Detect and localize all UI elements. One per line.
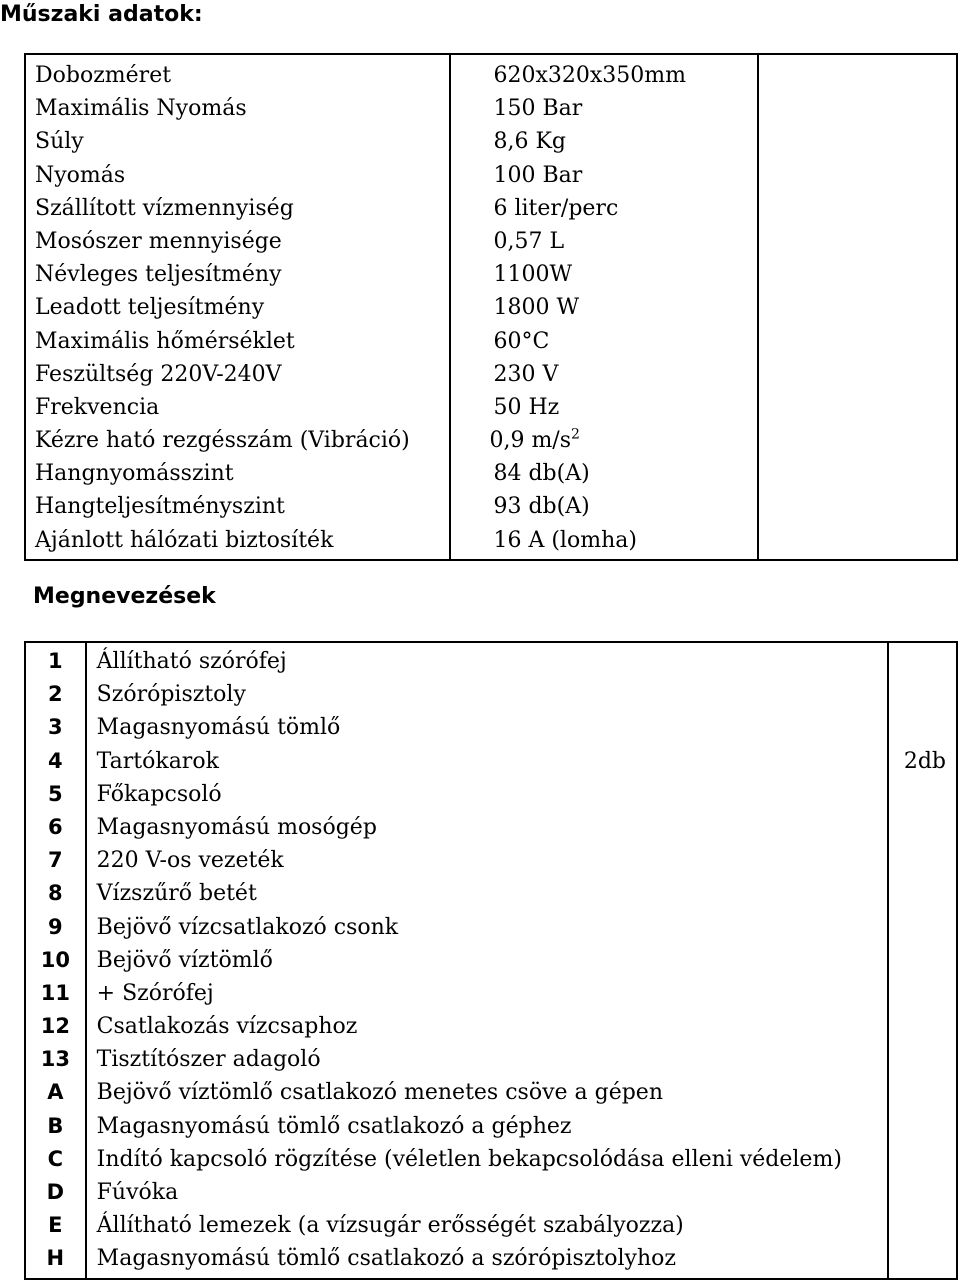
spec-label: Mosószer mennyisége: [35, 228, 282, 254]
part-quantity: [889, 844, 956, 877]
spec-value: [451, 358, 756, 391]
parts-heading: Megnevezések: [33, 584, 216, 609]
part-quantity: [889, 1176, 956, 1209]
spec-label: Ajánlott hálózati biztosíték: [35, 527, 334, 553]
part-quantity: [889, 977, 956, 1010]
parts-table: [24, 641, 958, 1280]
part-quantity: [889, 911, 956, 944]
part-quantity: [889, 711, 956, 744]
part-quantity: [889, 1242, 956, 1275]
parts-names-cell: [86, 642, 888, 1279]
spec-labels-list: [26, 55, 449, 559]
spec-value-text: 93 db(A): [493, 494, 590, 520]
spec-value-text: 16 A (lomha): [493, 527, 637, 553]
spec-value-text: 100 Bar: [493, 162, 583, 188]
spec-value: [451, 524, 756, 557]
spec-value: [451, 192, 756, 225]
spec-label: Kézre ható rezgésszám (Vibráció): [35, 428, 410, 454]
spec-value-text: 50 Hz: [493, 394, 560, 420]
spec-label: Névleges teljesítmény: [35, 262, 282, 288]
specifications-row: [25, 54, 957, 560]
part-name: Magasnyomású tömlő csatlakozó a szórópisztolyhoz: [96, 1246, 676, 1272]
part-number: 4: [48, 748, 63, 773]
parts-quantity-list: [889, 643, 956, 1278]
part-number: 5: [48, 781, 63, 806]
spec-value-text: 6 liter/perc: [493, 195, 619, 221]
part-number: D: [46, 1180, 65, 1204]
part-name: Fúvóka: [96, 1180, 179, 1205]
part-quantity: [889, 778, 956, 811]
part-number: 8: [48, 881, 63, 906]
parts-names-list: [87, 643, 887, 1278]
part-name: Tisztítószer adagoló: [96, 1047, 321, 1073]
spec-value: [451, 92, 756, 125]
spec-value: [451, 424, 756, 457]
part-name: Tartókarok: [96, 748, 219, 774]
part-name: 220 V-os vezeték: [96, 848, 284, 874]
spec-value-text: 0,57 L: [493, 228, 565, 254]
spec-value: [451, 291, 756, 324]
spec-value-text: 150 Bar: [493, 96, 583, 122]
part-number: 7: [48, 848, 63, 873]
spec-label: Leadott teljesítmény: [35, 295, 265, 321]
part-name: Magasnyomású tömlő csatlakozó a géphez: [96, 1113, 572, 1139]
spec-value: [451, 159, 756, 192]
spec-empty-cell: [758, 54, 957, 560]
spec-label: Súly: [35, 129, 84, 155]
spec-value-superscript: 2: [571, 426, 580, 443]
part-quantity: [889, 811, 956, 844]
part-name: Bejövő víztömlő: [96, 947, 273, 973]
spec-values-cell: [450, 54, 757, 560]
part-quantity: 2db: [903, 748, 946, 774]
part-name: Indító kapcsoló rögzítése (véletlen bekapcsolódása elleni védelem): [96, 1146, 842, 1172]
spec-label: Szállított vízmennyiség: [35, 195, 294, 221]
page-title: Műszaki adatok:: [0, 2, 203, 27]
part-number: 11: [40, 980, 70, 1005]
spec-value-text: 1100W: [493, 262, 573, 288]
parts-numbers-cell: [25, 642, 86, 1279]
spec-value-text: 230 V: [493, 361, 559, 387]
spec-value: [451, 391, 756, 424]
spec-value-text: 8,6 Kg: [493, 129, 566, 155]
spec-label: Feszültség 220V-240V: [35, 361, 282, 387]
part-number: 12: [40, 1014, 70, 1039]
spec-value: [451, 59, 756, 92]
spec-label: Hangteljesítményszint: [35, 494, 285, 520]
part-quantity: [889, 1043, 956, 1076]
part-number: 3: [48, 715, 63, 740]
part-name: Főkapcsoló: [96, 781, 222, 807]
part-name: Bejövő víztömlő csatlakozó menetes csöve a gépen: [96, 1080, 663, 1106]
spec-value-text: 0,9 m/s: [489, 428, 572, 454]
part-name: + Szórófej: [96, 980, 214, 1006]
parts-numbers-list: [26, 643, 85, 1278]
part-name: Szórópisztoly: [96, 682, 246, 708]
spec-value: [451, 258, 756, 291]
part-quantity: [889, 645, 956, 678]
part-quantity: [889, 944, 956, 977]
part-number: 9: [48, 914, 63, 939]
spec-label: Maximális hőmérséklet: [35, 328, 295, 354]
spec-value: [451, 325, 756, 358]
part-name: Állítható lemezek (a vízsugár erősségét szabályozza): [96, 1213, 684, 1239]
spec-value-text: 60°C: [493, 328, 550, 354]
part-name: Bejövő vízcsatlakozó csonk: [96, 914, 399, 940]
spec-value-text: 84 db(A): [493, 461, 590, 487]
spec-value: [451, 125, 756, 158]
spec-label: Hangnyomásszint: [35, 461, 234, 487]
part-name: Vízszűrő betét: [96, 881, 257, 907]
parts-row: [25, 642, 957, 1279]
part-number: B: [47, 1113, 64, 1138]
part-quantity: [889, 1143, 956, 1176]
part-number: A: [47, 1080, 64, 1105]
spec-value-text: 620x320x350mm: [493, 63, 686, 88]
parts-quantity-cell: [888, 642, 957, 1279]
spec-value: [451, 225, 756, 258]
spec-label: Maximális Nyomás: [35, 96, 247, 122]
part-quantity: [889, 678, 956, 711]
part-quantity: [889, 1010, 956, 1043]
part-number: E: [48, 1213, 63, 1238]
spec-value: [451, 457, 756, 490]
part-number: C: [47, 1146, 64, 1171]
spec-label: Frekvencia: [35, 394, 160, 420]
specifications-table: [24, 53, 958, 561]
part-number: 2: [48, 682, 63, 707]
part-number: 10: [40, 947, 70, 972]
spec-value-text: 1800 W: [493, 295, 580, 321]
spec-value: [451, 490, 756, 523]
part-number: H: [46, 1246, 65, 1271]
spec-label: Nyomás: [35, 162, 126, 188]
spec-labels-cell: [25, 54, 450, 560]
part-quantity: [889, 877, 956, 910]
part-number: 6: [48, 814, 63, 839]
part-name: Magasnyomású tömlő: [96, 715, 341, 741]
part-quantity: [889, 1110, 956, 1143]
spec-label: Dobozméret: [35, 63, 172, 88]
spec-values-list: [451, 55, 756, 559]
part-name: Csatlakozás vízcsaphoz: [96, 1014, 358, 1040]
part-name: Magasnyomású mosógép: [96, 814, 377, 840]
part-quantity: [889, 1076, 956, 1109]
part-number: 1: [48, 649, 63, 673]
part-quantity: [889, 1209, 956, 1242]
part-name: Állítható szórófej: [96, 649, 287, 674]
part-number: 13: [40, 1047, 70, 1072]
